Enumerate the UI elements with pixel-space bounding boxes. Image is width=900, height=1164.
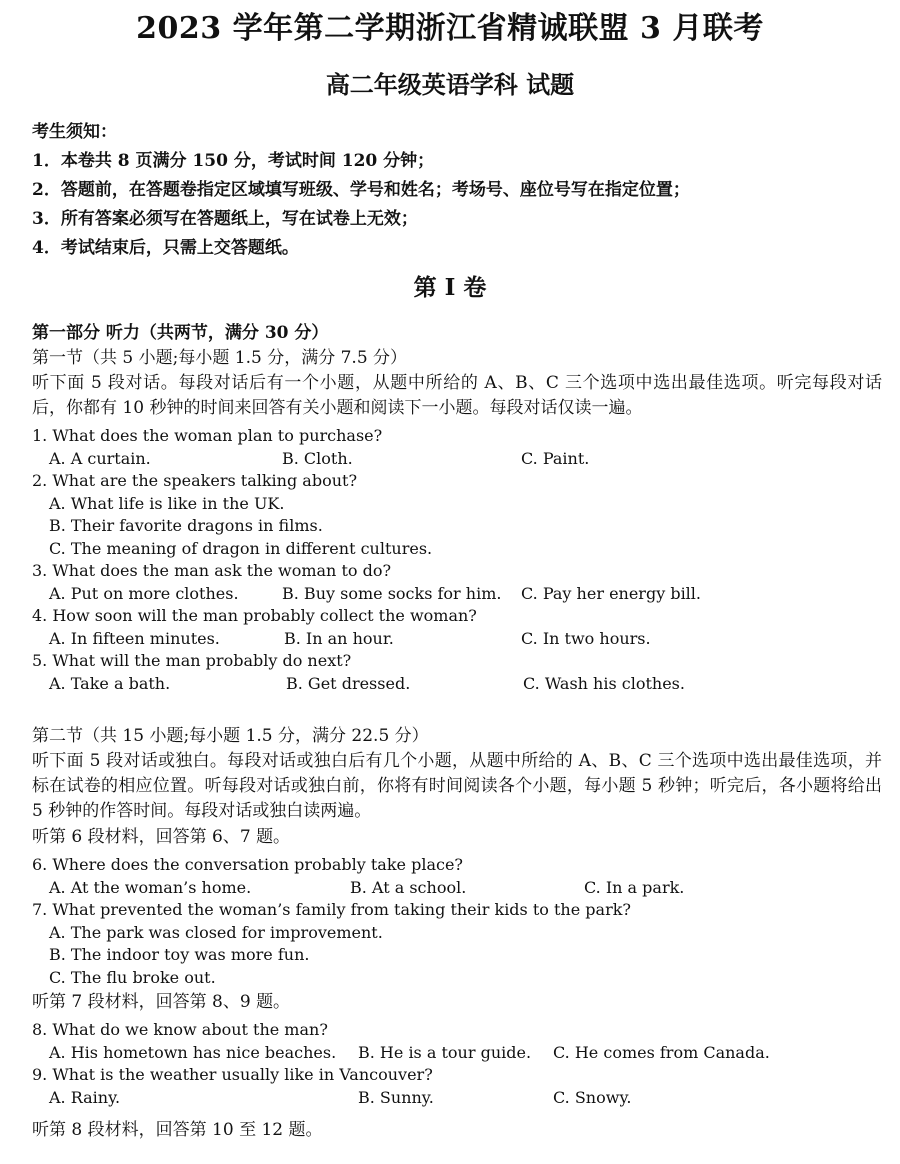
option-a: A. What life is like in the UK.	[49, 493, 285, 513]
option-b: B. In an hour.	[284, 628, 394, 648]
candidate-notice	[32, 118, 872, 263]
option-c: C. Pay her energy bill.	[521, 583, 701, 603]
question-stem: 5. What will the man probably do next?	[32, 651, 352, 670]
question-list	[32, 854, 882, 989]
notice-item: 1．本卷共 8 页满分 150 分，考试时间 120 分钟；	[32, 151, 435, 171]
exam-subtitle: 高二年级英语学科 试题	[325, 70, 575, 99]
option-c: C. In two hours.	[521, 628, 651, 648]
listening-section-2	[32, 724, 882, 1143]
option-row	[32, 1087, 882, 1110]
option-b: B. At a school.	[350, 877, 467, 897]
notice-item: 4．考试结束后，只需上交答题纸。	[32, 238, 299, 258]
option-c: C. Snowy.	[553, 1087, 632, 1107]
option-b: B. Sunny.	[358, 1087, 434, 1107]
question-stem: 9. What is the weather usually like in Vancouver?	[32, 1065, 433, 1084]
option-a: A. In fifteen minutes.	[49, 628, 220, 648]
option-c: C. The flu broke out.	[49, 967, 216, 987]
question-stem: 3. What does the man ask the woman to do?	[32, 561, 392, 580]
material-label: 听第 6 段材料，回答第 6、7 题。	[32, 827, 291, 847]
option-b: B. Get dressed.	[286, 673, 411, 693]
option-a: A. At the woman’s home.	[49, 877, 252, 897]
option-b: B. Cloth.	[282, 448, 353, 468]
section-instruction: 听下面 5 段对话或独白。每段对话或独白后有几个小题，从题中所给的 A、B、C 三个选项中选出最佳选项，并标在试卷的相应位置。听每段对话或独白前，你将有时间阅读各个小题，每小题 5 秒钟；听完后，各小题将给出 5 秒钟的作答时间。每段对话或独白读两遍。	[32, 751, 882, 821]
question-stem: 6. Where does the conversation probably take place?	[32, 855, 463, 874]
option-a: A. His hometown has nice beaches.	[49, 1042, 337, 1062]
option-b: B. The indoor toy was more fun.	[49, 945, 310, 964]
material-label: 听第 8 段材料，回答第 10 至 12 题。	[32, 1120, 323, 1140]
question-stem: 4. How soon will the man probably collect the woman?	[32, 606, 477, 625]
option-row	[32, 628, 882, 651]
section-instruction: 听下面 5 段对话。每段对话后有一个小题，从题中所给的 A、B、C 三个选项中选出最佳选项。听完每段对话后，你都有 10 秒钟的时间来回答有关小题和阅读下一小题。每段对话仅读一遍。	[32, 373, 882, 418]
option-row	[32, 673, 882, 696]
part-heading: 第一部分 听力（共两节，满分 30 分）	[32, 323, 329, 343]
option-c: C. The meaning of dragon in different cultures.	[49, 538, 433, 558]
section-heading: 第一节（共 5 小题;每小题 1.5 分，满分 7.5 分）	[32, 348, 408, 368]
volume-label: 第 I 卷	[413, 274, 487, 301]
option-b: B. Buy some socks for him.	[282, 583, 502, 603]
option-c: C. Paint.	[521, 448, 590, 468]
question-stem: 1. What does the woman plan to purchase?	[32, 426, 383, 445]
exam-title: 2023 学年第二学期浙江省精诚联盟 3 月联考	[136, 11, 764, 46]
option-b: B. Their favorite dragons in films.	[49, 516, 323, 535]
question-stem: 8. What do we know about the man?	[32, 1020, 328, 1039]
option-row	[32, 877, 882, 900]
option-a: A. The park was closed for improvement.	[49, 922, 383, 942]
option-row	[32, 448, 882, 471]
listening-section-1	[32, 320, 882, 695]
notice-heading: 考生须知：	[32, 122, 117, 142]
option-c: C. In a park.	[584, 877, 685, 897]
option-a: A. Rainy.	[49, 1087, 121, 1107]
option-c: C. He comes from Canada.	[553, 1042, 770, 1062]
option-row	[32, 1042, 882, 1065]
question-list	[32, 425, 882, 695]
question-stem: 7. What prevented the woman’s family from taking their kids to the park?	[32, 900, 631, 919]
notice-item: 3．所有答案必须写在答题纸上，写在试卷上无效；	[32, 209, 418, 229]
question-list	[32, 1019, 882, 1109]
option-b: B. He is a tour guide.	[358, 1042, 532, 1062]
option-a: A. A curtain.	[49, 448, 151, 468]
option-a: A. Put on more clothes.	[49, 583, 239, 603]
notice-item: 2．答题前，在答题卷指定区域填写班级、学号和姓名；考场号、座位号写在指定位置；	[32, 180, 690, 200]
material-label: 听第 7 段材料，回答第 8、9 题。	[32, 992, 291, 1012]
question-stem: 2. What are the speakers talking about?	[32, 471, 358, 490]
option-c: C. Wash his clothes.	[523, 673, 685, 693]
option-row	[32, 583, 882, 606]
section-heading: 第二节（共 15 小题;每小题 1.5 分，满分 22.5 分）	[32, 726, 429, 746]
option-a: A. Take a bath.	[49, 673, 171, 693]
